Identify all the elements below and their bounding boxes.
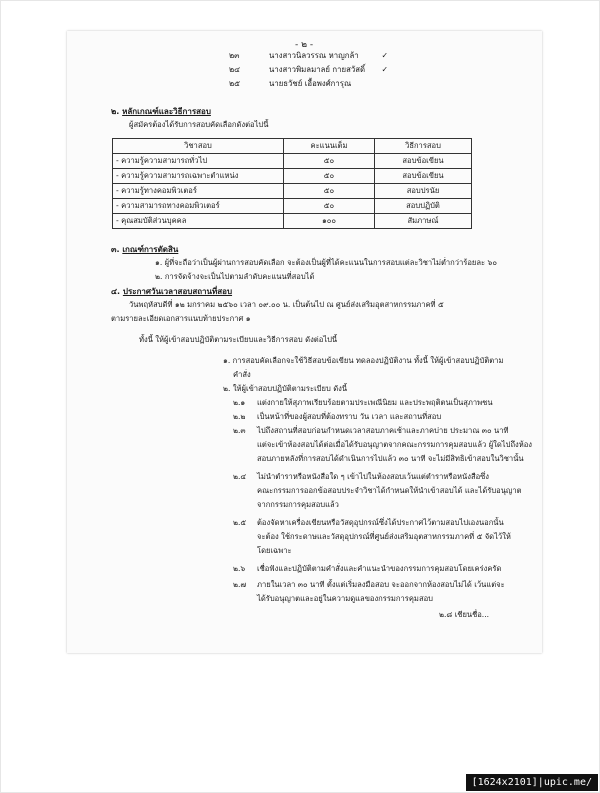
table-cell-method: สอบข้อเขียน bbox=[375, 169, 472, 184]
table-header-cell: วิชาสอบ bbox=[113, 139, 284, 154]
sub-rule-number: ๒.๔ bbox=[233, 472, 247, 481]
sub-rule-number: ๒.๗ bbox=[233, 580, 247, 589]
exam-table bbox=[112, 138, 472, 229]
table-cell-score: ๑๐๐ bbox=[284, 214, 375, 229]
committee-number: ๒๓ bbox=[229, 51, 240, 60]
committee-row bbox=[229, 52, 388, 61]
committee-name: นางสาวพิมลมาลย์ กายสวัสดิ์ bbox=[269, 65, 366, 74]
watermark: [1624x2101]|upic.me/ bbox=[466, 774, 598, 791]
exam-date-line: ตามรายละเอียดเอกสารแนบท้ายประกาศ ๑ bbox=[111, 314, 251, 323]
sub-rule-text: ภายในเวลา ๓๐ นาที ตั้งแต่เริ่มลงมือสอบ จะออกจากห้องสอบไม่ได้ เว้นแต่จะ bbox=[257, 580, 505, 589]
table-cell-subject: - ความสามารถทางคอมพิวเตอร์ bbox=[113, 199, 284, 214]
committee-number: ๒๕ bbox=[229, 79, 241, 88]
criteria-item: ๒. การจัดจ้างจะเป็นไปตามลำดับคะแนนที่สอบได้ bbox=[155, 272, 315, 281]
section-number: ๒. bbox=[111, 107, 120, 116]
table-row bbox=[113, 169, 472, 184]
table-row bbox=[113, 214, 472, 229]
section-2-heading bbox=[111, 107, 211, 116]
table-cell-score: ๕๐ bbox=[284, 154, 375, 169]
table-cell-subject: - ความรู้ความสามารถทั่วไป bbox=[113, 154, 284, 169]
committee-number: ๒๔ bbox=[229, 65, 241, 74]
table-cell-score: ๕๐ bbox=[284, 199, 375, 214]
committee-name: นางสาวนิลวรรณ หาญกล้า bbox=[269, 51, 359, 60]
rule-item-cont: คำสั่ง bbox=[233, 370, 251, 379]
table-cell-method: สอบปรนัย bbox=[375, 184, 472, 199]
table-header-cell: วิธีการสอบ bbox=[375, 139, 472, 154]
committee-row bbox=[229, 66, 388, 75]
section-4-heading bbox=[111, 287, 232, 296]
sub-rule-text: ได้รับอนุญาตและอยู่ในความดูแลของกรรมการคุมสอบ bbox=[257, 594, 433, 603]
section-2-intro: ผู้สมัครต้องได้รับการสอบคัดเลือกดังต่อไปนี้ bbox=[129, 120, 269, 129]
sub-rule-number: ๒.๓ bbox=[233, 426, 246, 435]
sub-rule-text: แต่จะเข้าห้องสอบได้ต่อเมื่อได้รับอนุญาตจากคณะกรรมการคุมสอบแล้ว ผู้ใดไปถึงห้อง bbox=[257, 440, 533, 449]
table-row bbox=[113, 184, 472, 199]
rule-item: ๑. การสอบคัดเลือกจะใช้วิธีสอบข้อเขียน ทดลองปฏิบัติงาน ทั้งนี้ ให้ผู้เข้าสอบปฏิบัติตาม bbox=[223, 356, 504, 365]
table-cell-score: ๕๐ bbox=[284, 169, 375, 184]
sub-rule-text: เป็นหน้าที่ของผู้สอบที่ต้องทราบ วัน เวลา และสถานที่สอบ bbox=[257, 412, 442, 421]
sub-rule-number: ๒.๖ bbox=[233, 564, 246, 573]
section-title: เกณฑ์การตัดสิน bbox=[122, 245, 179, 254]
sub-rule-text: แต่งกายให้สุภาพเรียบร้อยตามประเพณีนิยม และประพฤติตนเป็นสุภาพชน bbox=[257, 398, 493, 407]
sub-rule-text: ไม่นำตำราหรือหนังสือใด ๆ เข้าไปในห้องสอบเว้นแต่ตำราหรือหนังสือซึ่ง bbox=[257, 472, 490, 481]
table-header-cell: คะแนนเต็ม bbox=[284, 139, 375, 154]
section-number: ๔. bbox=[111, 287, 121, 296]
table-cell-method: สอบปฏิบัติ bbox=[375, 199, 472, 214]
check-mark: ✓ bbox=[381, 65, 389, 74]
sub-rule-number: ๒.๒ bbox=[233, 412, 246, 421]
sub-rule-number: ๒.๑ bbox=[233, 398, 246, 407]
check-mark: ✓ bbox=[381, 51, 389, 60]
sub-rule-text: จะต้อง ใช้กระดาษและวัสดุอุปกรณ์ที่ศูนย์ส่งเสริมอุตสาหกรรมภาคที่ ๕ จัดไว้ให้ bbox=[257, 532, 511, 541]
table-cell-subject: - ความรู้ทางคอมพิวเตอร์ bbox=[113, 184, 284, 199]
table-row bbox=[113, 199, 472, 214]
sub-rule-text: ไปถึงสถานที่สอบก่อนกำหนดเวลาสอบภาคเช้าและภาคบ่าย ประมาณ ๓๐ นาที bbox=[257, 426, 509, 435]
committee-row bbox=[229, 80, 379, 89]
table-cell-score: ๕๐ bbox=[284, 184, 375, 199]
section-title: ประกาศวันเวลาสอบสถานที่สอบ bbox=[122, 287, 233, 296]
table-cell-subject: - คุณสมบัติส่วนบุคคล bbox=[113, 214, 284, 229]
exam-date-line: วันพฤหัสบดีที่ ๑๒ มกราคม ๒๕๖๐ เวลา ๐๙.๐๐ น. เป็นต้นไป ณ ศูนย์ส่งเสริมอุตสาหกรรมภาคที่ ๕ bbox=[129, 300, 444, 309]
section-title: หลักเกณฑ์และวิธีการสอบ bbox=[122, 107, 211, 116]
section-3-heading bbox=[111, 245, 178, 254]
continue-marker: ๒.๘ เชียนชื่อ... bbox=[439, 610, 490, 619]
sub-rule-text: เชื่อฟังและปฏิบัติตามคำสั่งและคำแนะนำของกรรมการคุมสอบโดยเคร่งครัด bbox=[257, 564, 502, 573]
document-page bbox=[67, 31, 542, 653]
sub-rule-text: คณะกรรมการออกข้อสอบประจำวิชาได้กำหนดให้นำเข้าสอบได้ และได้รับอนุญาต bbox=[257, 486, 522, 495]
rule-item: ๒. ให้ผู้เข้าสอบปฏิบัติตามระเบียบ ดังนี้ bbox=[223, 384, 348, 393]
table-row bbox=[113, 154, 472, 169]
section-number: ๓. bbox=[111, 245, 120, 254]
sub-rule-text: ต้องจัดหาเครื่องเขียนหรือวัสดุอุปกรณ์ซึ่งได้ประกาศไว้ตามสอบไปเองนอกนั้น bbox=[257, 518, 504, 527]
table-cell-method: สัมภาษณ์ bbox=[375, 214, 472, 229]
page-number: - ๒ - bbox=[295, 40, 314, 50]
table-header-row bbox=[113, 139, 472, 154]
sub-rule-number: ๒.๕ bbox=[233, 518, 247, 527]
table-cell-method: สอบข้อเขียน bbox=[375, 154, 472, 169]
sub-rule-text: โดยเฉพาะ bbox=[257, 546, 292, 555]
sub-rule-text: จากกรรมการคุมสอบแล้ว bbox=[257, 500, 339, 509]
criteria-item: ๑. ผู้ที่จะถือว่าเป็นผู้ผ่านการสอบคัดเลือก จะต้องเป็นผู้ที่ได้คะแนนในการสอบแต่ละวิชาไม่ต่ำกว่าร้อยละ ๖๐ bbox=[155, 258, 497, 267]
sub-rule-text: สอบภายหลังที่การสอบได้ดำเนินการไปแล้ว ๓๐ นาที จะไม่มีสิทธิเข้าสอบในวิชานั้น bbox=[257, 454, 524, 463]
rules-intro: ทั้งนี้ ให้ผู้เข้าสอบปฏิบัติตามระเบียบและวิธีการสอบ ดังต่อไปนี้ bbox=[139, 335, 338, 344]
committee-name: นายธวัชย์ เอื้อพงศ์การุณ bbox=[269, 79, 352, 88]
table-cell-subject: - ความรู้ความสามารถเฉพาะตำแหน่ง bbox=[113, 169, 284, 184]
